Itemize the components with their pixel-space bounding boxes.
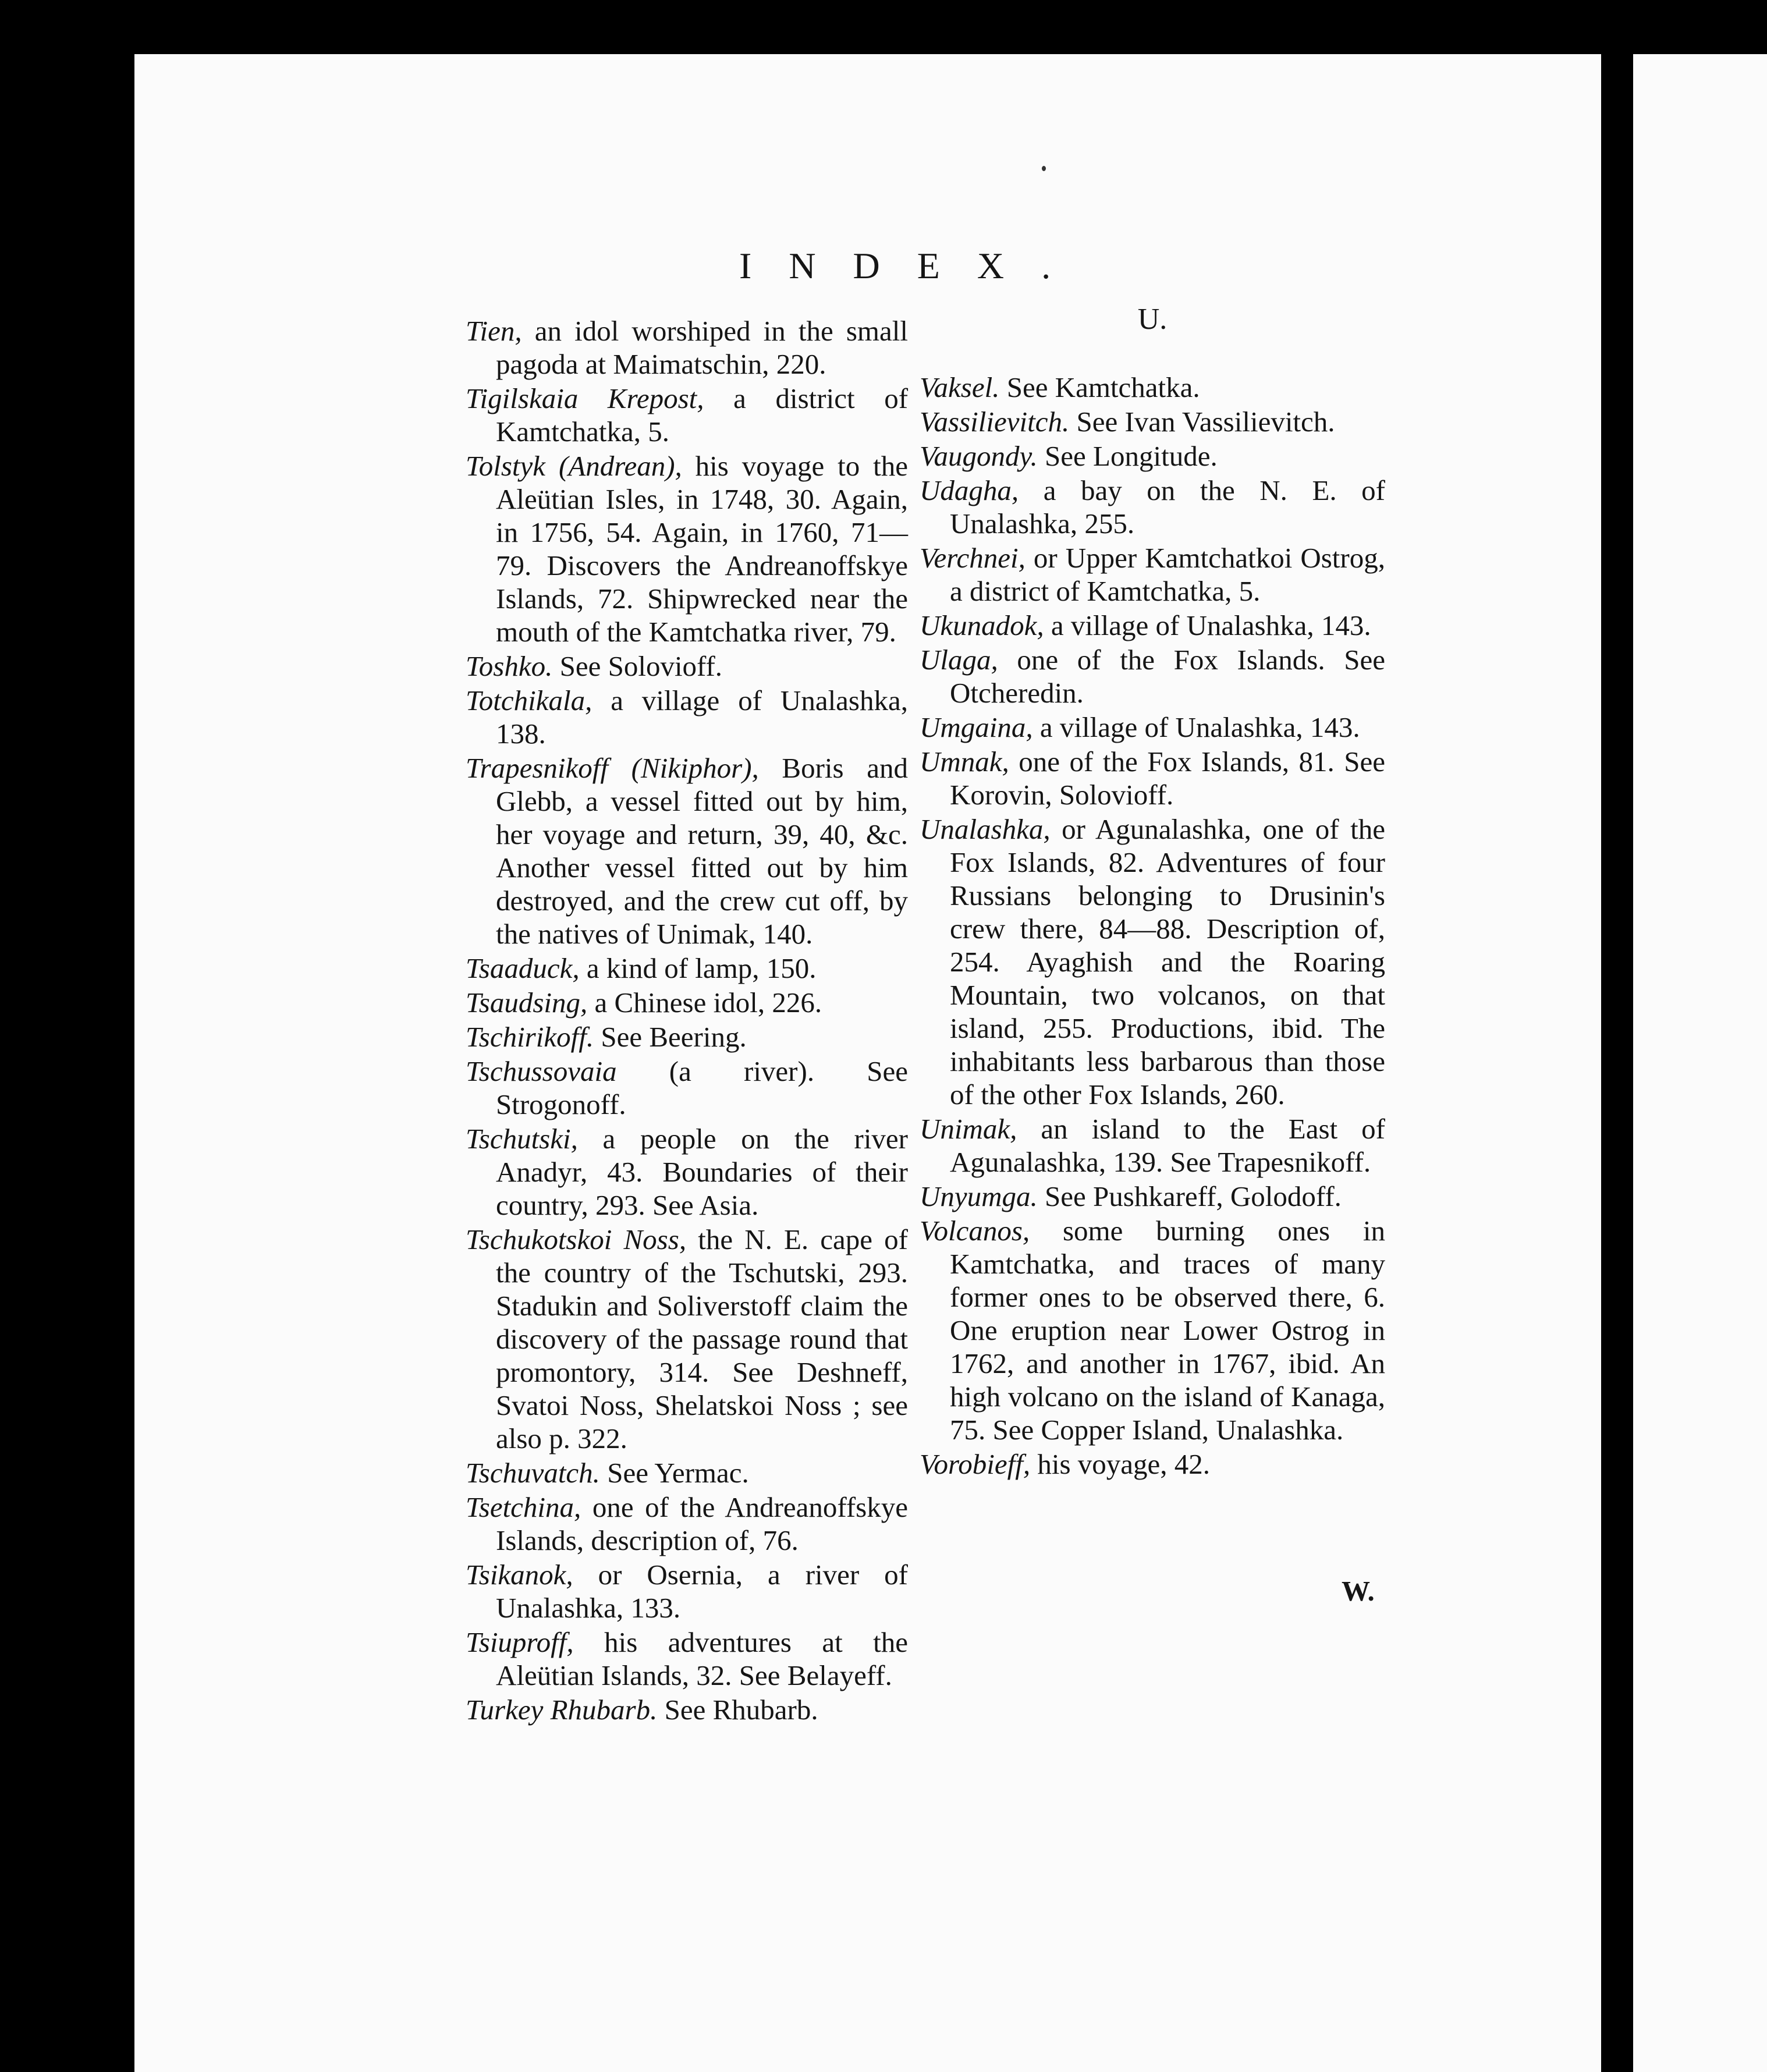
index-entry xyxy=(920,1214,1385,1446)
entry-headword: Totchikala, xyxy=(466,684,592,716)
entry-text: a village of Unalashka, 143. xyxy=(1032,711,1360,743)
entry-text: a kind of lamp, 150. xyxy=(579,952,817,984)
facing-page-edge xyxy=(1633,54,1767,2072)
entry-headword: Volcanos, xyxy=(920,1215,1030,1247)
index-entry xyxy=(466,684,908,750)
entry-headword: Tschirikoff. xyxy=(466,1021,594,1053)
index-entry xyxy=(920,1112,1385,1179)
entry-text: or Agunalashka, one of the Fox Islands, 82. Adventures of four Russians belonging to Drusinin's crew there, 84—88. Description of, 254. Ayaghish and the Roaring Mountain, two volcanos, on that island, 255. Productions, ibid. The inhabitants less barbarous than those of the other Fox Islands, 260. xyxy=(950,813,1385,1110)
entry-text: a Chinese idol, 226. xyxy=(587,987,822,1019)
index-column-left xyxy=(466,314,908,1727)
entry-text: or Osernia, a river of Unalashka, 133. xyxy=(496,1559,908,1624)
index-entry xyxy=(920,1180,1385,1213)
entry-headword: Trapesnikoff (Nikiphor), xyxy=(466,752,759,784)
index-entry xyxy=(466,382,908,448)
entry-headword: Toshko. xyxy=(466,650,553,682)
entry-text: or Upper Kamtchatkoi Ostrog, a district of Kamtchatka, 5. xyxy=(950,542,1385,607)
entry-headword: Vaksel. xyxy=(920,371,1000,403)
catchword: W. xyxy=(1342,1575,1375,1607)
entry-headword: Tschutski, xyxy=(466,1123,578,1155)
entry-text: a village of Unalashka, 138. xyxy=(496,684,908,750)
index-entry xyxy=(920,643,1385,709)
entry-text: See Kamtchatka. xyxy=(999,371,1200,403)
entry-headword: Udagha, xyxy=(920,474,1019,506)
page-header: INDEX. xyxy=(739,245,1088,286)
entry-text: See Yermac. xyxy=(599,1457,749,1489)
index-entry xyxy=(466,650,908,683)
entry-text: See Longitude. xyxy=(1037,440,1218,472)
entry-text: some burning ones in Kamtchatka, and traces of many former ones to be observed there, 6. One eruption near Lower Ostrog in 1762, and another in 1767, ibid. An high volcano on the island of Kanaga, 75. See Copper Island, Unalashka. xyxy=(950,1215,1385,1446)
print-speck xyxy=(1042,166,1046,171)
entry-headword: Tsikanok, xyxy=(466,1559,573,1591)
index-column-right xyxy=(920,303,1385,1482)
entry-headword: Umnak, xyxy=(920,746,1009,778)
index-entry xyxy=(920,745,1385,811)
entry-text: one of the Fox Islands. See Otcheredin. xyxy=(950,644,1385,709)
entry-headword: Unalashka, xyxy=(920,813,1051,845)
entry-text: a district of Kamtchatka, 5. xyxy=(496,382,909,448)
entry-headword: Tschussovaia xyxy=(466,1055,617,1087)
entry-text: Boris and Glebb, a vessel fitted out by him, her voyage and return, 39, 40, &c. Another vessel fitted out by him destroyed, and the crew cut off, by the natives of Unimak, 140. xyxy=(496,752,908,950)
index-entry xyxy=(920,541,1385,608)
entry-text: a people on the river Anadyr, 43. Boundaries of their country, 293. See Asia. xyxy=(496,1123,908,1221)
index-entry xyxy=(920,711,1385,744)
entry-text: See Rhubarb. xyxy=(657,1694,818,1726)
entry-text: one of the Andreanoffskye Islands, description of, 76. xyxy=(496,1491,908,1556)
index-entry xyxy=(466,1491,908,1557)
index-entry xyxy=(466,1122,908,1222)
entry-text: See Solovioff. xyxy=(552,650,723,682)
entry-text: his voyage to the Aleütian Isles, in 1748, 30. Again, in 1756, 54. Again, in 1760, 71—79. Discovers the Andreanoffskye Islands, 72. Shipwrecked near the mouth of the Kamtchatka river, 79. xyxy=(496,450,908,648)
entry-headword: Tsetchina, xyxy=(466,1491,581,1523)
entry-text: one of the Fox Islands, 81. See Korovin, Solovioff. xyxy=(950,746,1385,811)
entry-headword: Unyumga. xyxy=(920,1180,1038,1212)
index-entry xyxy=(466,1693,908,1726)
index-entry xyxy=(466,1223,908,1455)
entry-headword: Turkey Rhubarb. xyxy=(466,1694,658,1726)
entry-text: a bay on the N. E. of Unalashka, 255. xyxy=(950,474,1385,540)
entry-text: his adventures at the Aleütian Islands, 32. See Belayeff. xyxy=(496,1626,908,1691)
index-entry xyxy=(466,986,908,1019)
right-entries xyxy=(920,371,1385,1481)
entry-text: the N. E. cape of the country of the Tschutski, 293. Stadukin and Soliverstoff claim the discovery of the passage round that promontory, 314. See Deshneff, Svatoi Noss, Shelatskoi Noss ; see also p. 322. xyxy=(496,1223,908,1454)
entry-text: an island to the East of Agunalashka, 139. See Trapesnikoff. xyxy=(950,1113,1385,1178)
index-entry xyxy=(466,1626,908,1692)
entry-text: a village of Unalashka, 143. xyxy=(1044,609,1371,641)
index-entry xyxy=(466,1456,908,1489)
index-entry xyxy=(920,371,1385,404)
index-entry xyxy=(466,1020,908,1053)
index-entry xyxy=(466,952,908,985)
entry-headword: Tsaaduck, xyxy=(466,952,580,984)
index-entry xyxy=(920,405,1385,438)
entry-headword: Tigilskaia Krepost, xyxy=(466,382,704,414)
entry-headword: Vorobieff, xyxy=(920,1448,1031,1480)
entry-headword: Vaugondy. xyxy=(920,440,1038,472)
entry-headword: Umgaina, xyxy=(920,711,1033,743)
entry-headword: Tschuvatch. xyxy=(466,1457,600,1489)
entry-text: his voyage, 42. xyxy=(1030,1448,1211,1480)
index-entry xyxy=(920,813,1385,1111)
entry-headword: Ukunadok, xyxy=(920,609,1044,641)
index-entry xyxy=(920,609,1385,642)
entry-headword: Tien, xyxy=(466,315,522,347)
index-entry xyxy=(920,1447,1385,1481)
entry-headword: Tschukotskoi Noss, xyxy=(466,1223,687,1255)
entry-headword: Ulaga, xyxy=(920,644,998,676)
entry-headword: Tsaudsing, xyxy=(466,987,588,1019)
entry-text: See Ivan Vassilievitch. xyxy=(1069,406,1335,438)
entry-headword: Tsiuproff, xyxy=(466,1626,574,1658)
entry-text: See Beering. xyxy=(594,1021,747,1053)
entry-text: (a river). See Strogonoff. xyxy=(496,1055,908,1120)
index-entry xyxy=(466,449,908,648)
entry-text: an idol worshiped in the small pagoda at Maimatschin, 220. xyxy=(496,315,908,380)
index-entry xyxy=(920,474,1385,540)
entry-headword: Unimak, xyxy=(920,1113,1017,1145)
index-entry xyxy=(466,751,908,950)
section-letter: U. xyxy=(1137,303,1168,336)
index-entry xyxy=(920,439,1385,473)
index-entry xyxy=(466,314,908,381)
entry-headword: Verchnei, xyxy=(920,542,1026,574)
index-entry xyxy=(466,1055,908,1121)
entry-text: See Pushkareff, Golodoff. xyxy=(1037,1180,1342,1212)
entry-headword: Vassilievitch. xyxy=(920,406,1070,438)
entry-headword: Tolstyk (Andrean), xyxy=(466,450,682,482)
index-entry xyxy=(466,1558,908,1624)
